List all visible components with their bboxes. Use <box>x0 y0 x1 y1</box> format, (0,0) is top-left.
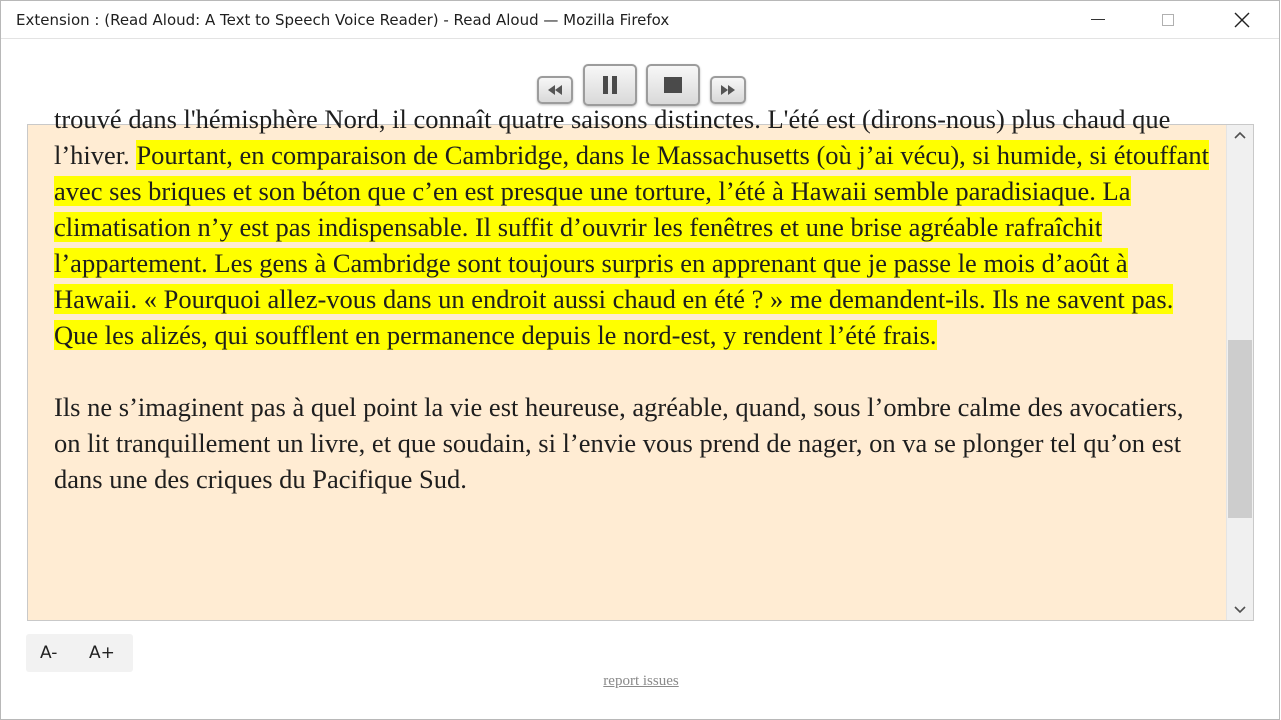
highlighted-sentence: Pourtant, en comparaison de Cambridge, dans le Massachusetts (où j’ai vécu), si humide, si étouffant avec ses briques et son béton que c’en est presque une torture, l’été à Hawaii semble paradisiaque. La climatisation n’y est pas indispensable. Il suffit d’ouvrir les fenêtres et une brise agréable rafraîchit l’appartement. Les gens à Cambridge sont toujours surpris en apprenant que je passe le mois d’août à Hawaii. « Pourquoi allez-vous dans un endroit aussi chaud en été ? » me demandent-ils. Ils ne savent pas. Que les alizés, qui soufflent en permanence depuis le nord-est, y rendent l’été frais. <box>54 140 1209 350</box>
stop-button[interactable] <box>646 64 700 106</box>
paragraph-current <box>54 101 1214 353</box>
chevron-up-icon <box>1234 131 1246 139</box>
close-icon <box>1234 12 1250 28</box>
reading-pane <box>27 104 1254 621</box>
report-issues-container <box>1 673 1281 690</box>
maximize-icon <box>1162 14 1174 26</box>
increase-font-button[interactable]: A+ <box>89 643 115 663</box>
text-area <box>28 104 1226 620</box>
pause-button[interactable] <box>583 64 637 106</box>
title-bar <box>1 1 1279 39</box>
paragraph-next: Ils ne s’imaginent pas à quel point la vie est heureuse, agréable, quand, sous l’ombre calme des avocatiers, on lit tranquillement un livre, et que soudain, si l’envie vous prend de nager, on va se plonger tel qu’on est dans une des criques du Pacifique Sud. <box>54 392 1184 494</box>
vertical-scrollbar[interactable] <box>1226 125 1253 620</box>
rewind-icon <box>547 85 563 95</box>
scroll-down-button[interactable] <box>1227 600 1253 620</box>
pause-icon <box>601 75 619 95</box>
stop-icon <box>663 76 683 94</box>
report-issues-link[interactable]: report issues <box>603 673 679 689</box>
fast-forward-icon <box>720 85 736 95</box>
close-button[interactable] <box>1207 1 1277 38</box>
scroll-thumb[interactable] <box>1228 340 1252 518</box>
maximize-button[interactable] <box>1133 1 1203 38</box>
minimize-icon <box>1091 19 1105 20</box>
text-content <box>54 101 1214 497</box>
font-size-controls <box>26 634 133 672</box>
partial-top-line: trouvé dans l'hémisphère Nord, il connaît quatre saisons distinctes. L'été est <box>54 104 856 134</box>
minimize-button[interactable] <box>1063 1 1133 38</box>
chevron-down-icon <box>1234 606 1246 614</box>
fast-forward-button[interactable] <box>710 76 746 104</box>
scroll-up-button[interactable] <box>1227 125 1253 145</box>
text-before-highlight: (dirons-nous) plus chaud que l’hiver. <box>54 104 1171 170</box>
rewind-button[interactable] <box>537 76 573 104</box>
window-title: Extension : (Read Aloud: A Text to Speech Voice Reader) - Read Aloud — Mozilla Firefox <box>16 11 670 29</box>
decrease-font-button[interactable]: A- <box>40 643 58 663</box>
